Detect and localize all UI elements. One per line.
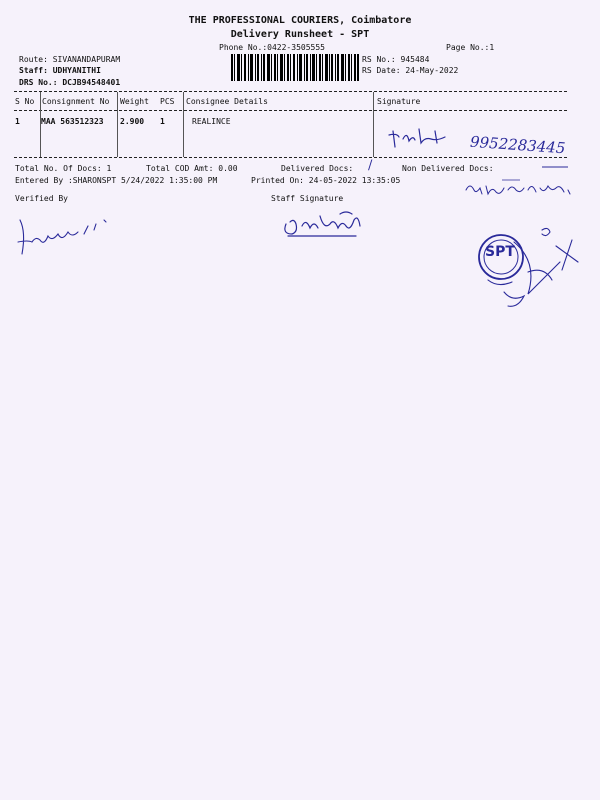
non-delivered-docs: Non Delivered Docs:	[402, 164, 494, 173]
rs-number: RS No.: 945484	[362, 55, 430, 64]
route-label: Route: SIVANANDAPURAM	[19, 55, 121, 64]
row-consignment-no: MAA 563512323	[41, 117, 104, 126]
col-header-consignment: Consignment No	[42, 97, 110, 106]
runsheet-title: Delivery Runsheet - SPT	[230, 29, 370, 40]
row-weight: 2.900	[120, 117, 145, 126]
page-number: Page No.:1	[446, 43, 495, 52]
verified-by-label: Verified By	[15, 194, 68, 203]
printed-on: Printed On: 24-05-2022 13:35:05	[251, 176, 401, 185]
column-divider	[373, 92, 374, 157]
column-divider	[183, 92, 184, 157]
col-header-pcs: PCS	[160, 97, 175, 106]
total-cod: Total COD Amt: 0.00	[146, 164, 238, 173]
drs-number: DRS No.: DCJB94548401	[19, 78, 121, 87]
rs-date: RS Date: 24-May-2022	[362, 66, 459, 75]
table-bottom-rule	[14, 157, 567, 158]
staff-label: Staff: UDHYANITHI	[19, 66, 101, 75]
delivered-mark: /	[368, 158, 373, 173]
spt-stamp	[468, 222, 588, 322]
phone-number: Phone No.:0422-3505555	[219, 43, 325, 52]
staff-signature	[280, 206, 380, 242]
row-consignee: REALINCE	[192, 117, 231, 126]
table-header-rule	[14, 110, 567, 111]
col-header-signature: Signature	[377, 97, 421, 106]
verifier-signature	[12, 212, 122, 262]
total-docs: Total No. Of Docs: 1	[15, 164, 112, 173]
handwritten-note	[462, 178, 577, 200]
col-header-sno: S No	[15, 97, 35, 106]
company-title: THE PROFESSIONAL COURIERS, Coimbatore	[188, 15, 412, 26]
row-sno: 1	[15, 117, 20, 126]
delivered-docs: Delivered Docs:	[281, 164, 354, 173]
col-header-weight: Weight	[120, 97, 149, 106]
row-pcs: 1	[160, 117, 165, 126]
barcode	[231, 54, 359, 81]
column-divider	[117, 92, 118, 157]
table-top-rule	[14, 91, 567, 92]
entered-by: Entered By :SHARONSPT 5/24/2022 1:35:00 PM	[15, 176, 218, 185]
handwritten-phone: 9952283445	[469, 132, 566, 158]
col-header-consignee: Consignee Details	[186, 97, 268, 106]
staff-signature-label: Staff Signature	[271, 194, 344, 203]
recipient-signature	[385, 125, 465, 155]
handwritten-dash	[540, 163, 570, 171]
stamp-text: SPT	[485, 244, 515, 260]
